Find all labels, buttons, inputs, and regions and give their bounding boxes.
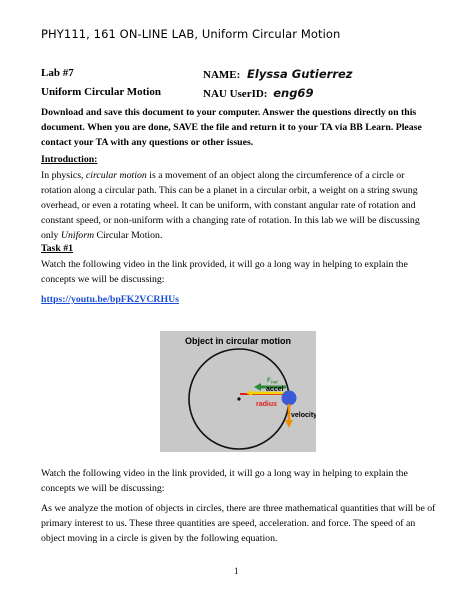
intro-emphasis: circular motion [85,170,147,181]
task-heading: Task #1 [41,243,74,254]
name-label: NAME: [203,69,241,81]
circular-motion-figure [160,331,316,452]
intro-text-b: is a movement of an object along the circumference of a circle or rotation along a circular path. This can be a planet in a circular orbit, a weight on a string swung overhead, or even a rotating wheel. It can be uniform, with constant angular rate of rotation and constant speed, or non-uniform with a changing rate of rotation. In this lab we will be discussing only [41,170,420,241]
center-point [237,397,240,400]
force-label: $F_{net}$ [267,377,278,385]
video-link[interactable]: https://youtu.be/bpFK2VCRHUs [41,294,179,305]
velocity-label: velocity [291,412,316,419]
name-field [203,67,352,81]
page-header: PHY111, 161 ON-LINE LAB, Uniform Circular Motion [41,27,341,41]
intro-paragraph [41,168,436,243]
velocity-arrowhead [285,420,293,428]
name-handwritten: Elyssa Gutierrez [247,67,353,81]
intro-text-c: Circular Motion. [94,230,163,241]
userid-handwritten: eng69 [273,86,314,100]
lab-number: Lab #7 [41,67,74,79]
instructions: Download and save this document to your computer. Answer the questions directly on this document. When you are done, SAVE the file and return it to your TA via BB Learn. Please contact your TA with any questions or other issues. [41,107,422,148]
force-arrowhead [254,383,261,391]
radius-label: radius [256,401,278,408]
page-number: 1 [234,566,239,576]
accel-arrowhead [246,390,252,396]
userid-label: NAU UserID: [203,88,268,100]
task-paragraph: Watch the following video in the link provided, it will go a long way in helping to explain the concepts we will be discussing: [41,259,408,285]
accel-label: accel [266,386,284,393]
intro-heading: Introduction: [41,154,98,165]
userid-field [203,86,313,100]
quantities-paragraph: As we analyze the motion of objects in circles, there are three mathematical quantities that will be of primary interest to us. These three quantities are speed, acceleration. and force. The speed of an object moving in a circle is given by the following equation. [41,503,436,544]
figure-svg [160,331,316,452]
intro-text-a: In physics, [41,170,86,181]
figure-title: Object in circular motion [184,336,292,346]
closing-paragraph: Watch the following video in the link provided, it will go a long way in helping to explain the concepts we will be discussing: [41,468,408,494]
lab-title: Uniform Circular Motion [41,86,161,98]
video-link-container [41,289,179,307]
intro-emphasis-2: Uniform [60,230,95,241]
moving-object [282,391,297,406]
